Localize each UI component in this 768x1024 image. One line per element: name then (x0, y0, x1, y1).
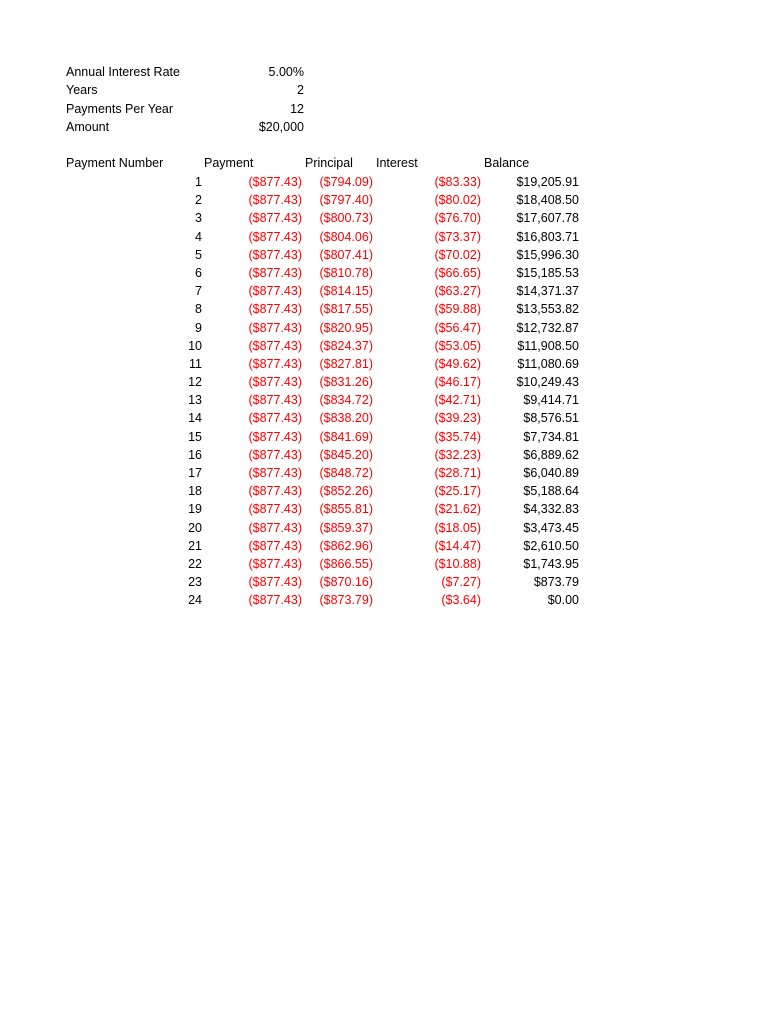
cell-payment-number[interactable]: 5 (195, 247, 202, 262)
cell-payment-number[interactable]: 23 (188, 575, 202, 590)
cell-interest[interactable]: ($18.05) (434, 520, 481, 535)
cell-interest[interactable]: ($21.62) (434, 502, 481, 517)
cell-balance[interactable]: $4,332.83 (523, 502, 579, 517)
table-row (0, 321, 768, 339)
param-value[interactable]: 5.00% (268, 65, 304, 79)
cell-payment-number[interactable]: 19 (188, 502, 202, 517)
cell-payment[interactable]: ($877.43) (248, 356, 302, 371)
table-row (0, 230, 768, 248)
cell-payment[interactable]: ($877.43) (248, 556, 302, 571)
table-row (0, 375, 768, 393)
cell-balance[interactable]: $3,473.45 (523, 520, 579, 535)
cell-interest[interactable]: ($32.23) (434, 447, 481, 462)
table-row (0, 466, 768, 484)
cell-payment[interactable]: ($877.43) (248, 393, 302, 408)
cell-payment-number[interactable]: 4 (195, 229, 202, 244)
cell-payment-number[interactable]: 8 (195, 302, 202, 317)
param-row-payments-per-year (66, 102, 306, 120)
cell-interest[interactable]: ($14.47) (434, 538, 481, 553)
cell-principal[interactable]: ($848.72) (319, 466, 373, 480)
cell-payment-number[interactable]: 15 (188, 429, 202, 444)
cell-payment[interactable]: ($877.43) (248, 320, 302, 335)
header-interest: Interest (376, 156, 418, 170)
cell-payment-number[interactable]: 14 (188, 411, 202, 426)
cell-payment-number[interactable]: 22 (188, 556, 202, 571)
cell-principal[interactable]: ($870.16) (319, 575, 373, 590)
cell-interest[interactable]: ($66.65) (434, 265, 481, 280)
cell-payment[interactable]: ($877.43) (248, 502, 302, 517)
cell-payment[interactable]: ($877.43) (248, 338, 302, 353)
cell-payment-number[interactable]: 13 (188, 393, 202, 408)
cell-principal[interactable]: ($831.26) (319, 375, 373, 390)
cell-payment[interactable]: ($877.43) (248, 175, 302, 189)
cell-principal[interactable]: ($852.26) (319, 484, 373, 499)
param-row-amount (66, 120, 306, 138)
cell-payment-number[interactable]: 16 (188, 447, 202, 462)
param-row-annual-interest-rate (66, 65, 306, 83)
cell-balance[interactable]: $11,080.69 (517, 356, 579, 371)
cell-interest[interactable]: ($35.74) (434, 429, 481, 444)
cell-interest[interactable]: ($56.47) (434, 320, 481, 335)
cell-payment[interactable]: ($877.43) (248, 447, 302, 462)
cell-balance[interactable]: $9,414.71 (523, 393, 579, 408)
header-payment-number: Payment Number (66, 156, 164, 170)
cell-payment-number[interactable]: 18 (188, 484, 202, 499)
cell-payment-number[interactable]: 1 (195, 175, 202, 189)
param-value[interactable]: $20,000 (258, 119, 304, 134)
table-row (0, 557, 768, 575)
cell-payment[interactable]: ($877.43) (248, 520, 302, 535)
table-row (0, 248, 768, 266)
cell-principal[interactable]: ($859.37) (319, 520, 373, 535)
cell-balance[interactable]: $873.79 (533, 575, 579, 590)
table-row (0, 521, 768, 539)
cell-interest[interactable]: ($70.02) (434, 247, 481, 262)
cell-balance[interactable]: $10,249.43 (516, 375, 579, 390)
cell-interest[interactable]: ($59.88) (434, 302, 481, 317)
cell-principal[interactable]: ($800.73) (319, 211, 373, 226)
loan-parameters (66, 65, 306, 138)
cell-balance[interactable]: $15,185.53 (516, 265, 579, 280)
cell-payment[interactable]: ($877.43) (248, 466, 302, 480)
cell-payment[interactable]: ($877.43) (248, 411, 302, 426)
cell-principal[interactable]: ($862.96) (319, 538, 373, 553)
table-row (0, 393, 768, 411)
table-row (0, 357, 768, 375)
cell-principal[interactable]: ($817.55) (319, 302, 373, 317)
cell-payment[interactable]: ($877.43) (248, 265, 302, 280)
cell-interest[interactable]: ($28.71) (434, 466, 481, 480)
param-label: Payments Per Year (66, 101, 174, 116)
cell-interest[interactable]: ($46.17) (434, 375, 481, 390)
table-row (0, 211, 768, 229)
cell-principal[interactable]: ($804.06) (319, 229, 373, 244)
cell-principal[interactable]: ($845.20) (319, 447, 373, 462)
table-row (0, 411, 768, 429)
cell-payment[interactable]: ($877.43) (248, 593, 302, 608)
cell-balance[interactable]: $1,743.95 (523, 556, 579, 571)
cell-interest[interactable]: ($73.37) (434, 229, 481, 244)
param-value[interactable]: 2 (297, 83, 304, 98)
cell-balance[interactable]: $15,996.30 (516, 247, 579, 262)
schedule-header-row (0, 156, 768, 174)
cell-balance[interactable]: $7,734.81 (523, 429, 579, 444)
header-balance: Balance (484, 156, 530, 170)
table-row (0, 193, 768, 211)
table-row (0, 266, 768, 284)
cell-balance[interactable]: $5,188.64 (523, 484, 579, 499)
cell-payment[interactable]: ($877.43) (248, 302, 302, 317)
cell-payment-number[interactable]: 17 (188, 466, 202, 480)
cell-payment-number[interactable]: 10 (188, 338, 202, 353)
table-row (0, 339, 768, 357)
cell-principal[interactable]: ($873.79) (319, 593, 373, 608)
cell-balance[interactable]: $14,371.37 (516, 284, 579, 299)
cell-payment-number[interactable]: 11 (189, 356, 202, 371)
cell-payment[interactable]: ($877.43) (248, 429, 302, 444)
cell-principal[interactable]: ($814.15) (319, 284, 373, 299)
cell-principal[interactable]: ($827.81) (319, 356, 373, 371)
header-principal: Principal (305, 156, 353, 170)
param-label: Annual Interest Rate (66, 65, 180, 79)
table-row (0, 284, 768, 302)
cell-interest[interactable]: ($53.05) (434, 338, 481, 353)
cell-interest[interactable]: ($76.70) (434, 211, 481, 226)
cell-principal[interactable]: ($841.69) (319, 429, 373, 444)
cell-balance[interactable]: $19,205.91 (516, 175, 579, 189)
cell-payment[interactable]: ($877.43) (248, 229, 302, 244)
table-row (0, 302, 768, 320)
cell-payment[interactable]: ($877.43) (248, 484, 302, 499)
cell-payment[interactable]: ($877.43) (248, 575, 302, 590)
cell-interest[interactable]: ($25.17) (434, 484, 481, 499)
cell-payment[interactable]: ($877.43) (248, 193, 302, 208)
cell-payment[interactable]: ($877.43) (248, 211, 302, 226)
cell-interest[interactable]: ($39.23) (434, 411, 481, 426)
table-row (0, 539, 768, 557)
cell-payment-number[interactable]: 24 (188, 593, 202, 608)
cell-payment[interactable]: ($877.43) (248, 247, 302, 262)
cell-interest[interactable]: ($80.02) (434, 193, 481, 208)
cell-payment[interactable]: ($877.43) (248, 538, 302, 553)
cell-payment-number[interactable]: 3 (195, 211, 202, 226)
cell-balance[interactable]: $6,040.89 (523, 466, 579, 480)
cell-payment[interactable]: ($877.43) (248, 284, 302, 299)
cell-balance[interactable]: $18,408.50 (516, 193, 579, 208)
cell-payment-number[interactable]: 6 (195, 265, 202, 280)
cell-payment-number[interactable]: 7 (195, 284, 202, 299)
cell-balance[interactable]: $2,610.50 (523, 538, 579, 553)
cell-interest[interactable]: ($7.27) (441, 575, 481, 590)
cell-principal[interactable]: ($855.81) (319, 502, 373, 517)
cell-balance[interactable]: $0.00 (547, 593, 579, 608)
param-row-years (66, 83, 306, 101)
cell-principal[interactable]: ($824.37) (319, 338, 373, 353)
cell-balance[interactable]: $11,908.50 (517, 338, 579, 353)
param-value[interactable]: 12 (290, 101, 304, 116)
table-row (0, 593, 768, 611)
table-row (0, 448, 768, 466)
cell-payment-number[interactable]: 12 (188, 375, 202, 390)
cell-principal[interactable]: ($820.95) (319, 320, 373, 335)
cell-payment-number[interactable]: 2 (195, 193, 202, 208)
cell-balance[interactable]: $12,732.87 (516, 320, 579, 335)
cell-principal[interactable]: ($838.20) (319, 411, 373, 426)
cell-principal[interactable]: ($810.78) (319, 265, 373, 280)
cell-principal[interactable]: ($866.55) (319, 556, 373, 571)
cell-balance[interactable]: $6,889.62 (523, 447, 579, 462)
amortization-schedule (0, 175, 768, 612)
param-label: Amount (66, 119, 110, 134)
cell-interest[interactable]: ($63.27) (434, 284, 481, 299)
cell-principal[interactable]: ($797.40) (319, 193, 373, 208)
table-row (0, 575, 768, 593)
cell-balance[interactable]: $13,553.82 (516, 302, 579, 317)
table-row (0, 430, 768, 448)
cell-interest[interactable]: ($3.64) (441, 593, 481, 608)
cell-principal[interactable]: ($794.09) (319, 175, 373, 189)
cell-payment-number[interactable]: 21 (188, 538, 202, 553)
cell-payment-number[interactable]: 20 (188, 520, 202, 535)
cell-payment[interactable]: ($877.43) (248, 375, 302, 390)
header-payment: Payment (204, 156, 254, 170)
cell-interest[interactable]: ($49.62) (434, 356, 481, 371)
cell-interest[interactable]: ($83.33) (434, 175, 481, 189)
cell-principal[interactable]: ($807.41) (319, 247, 373, 262)
param-label: Years (66, 83, 98, 98)
table-row (0, 484, 768, 502)
cell-balance[interactable]: $16,803.71 (516, 229, 579, 244)
cell-payment-number[interactable]: 9 (195, 320, 202, 335)
table-row (0, 502, 768, 520)
cell-principal[interactable]: ($834.72) (319, 393, 373, 408)
cell-interest[interactable]: ($42.71) (434, 393, 481, 408)
table-row (0, 175, 768, 193)
cell-balance[interactable]: $17,607.78 (516, 211, 579, 226)
cell-interest[interactable]: ($10.88) (434, 556, 481, 571)
cell-balance[interactable]: $8,576.51 (523, 411, 579, 426)
